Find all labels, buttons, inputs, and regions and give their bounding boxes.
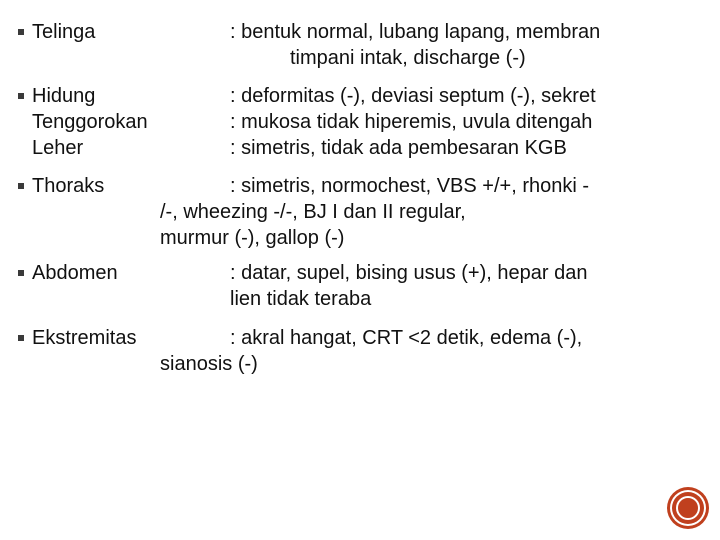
- item-label-tenggorokan: Tenggorokan: [32, 111, 148, 133]
- bullet-icon: [18, 335, 24, 341]
- item-text-telinga-2: timpani intak, discharge (-): [290, 47, 526, 69]
- item-label-abdomen: Abdomen: [32, 262, 118, 284]
- item-text-tenggorokan: : mukosa tidak hiperemis, uvula ditengah: [230, 111, 593, 133]
- bullet-icon: [18, 29, 24, 35]
- circle-nav-icon[interactable]: [670, 490, 706, 526]
- item-label-ekstremitas: Ekstremitas: [32, 327, 137, 349]
- item-text-thoraks-1: : simetris, normochest, VBS +/+, rhonki -: [230, 175, 590, 197]
- item-label-thoraks: Thoraks: [32, 175, 105, 197]
- item-label-leher: Leher: [32, 137, 84, 159]
- item-text-leher: : simetris, tidak ada pembesaran KGB: [230, 137, 567, 159]
- bullet-icon: [18, 183, 24, 189]
- item-text-thoraks-3: murmur (-), gallop (-): [160, 227, 345, 249]
- item-text-abdomen-1: : datar, supel, bising usus (+), hepar dan: [230, 262, 588, 284]
- bullet-icon: [18, 270, 24, 276]
- item-text-thoraks-2: /-, wheezing -/-, BJ I dan II regular,: [160, 201, 466, 223]
- bullet-icon: [18, 93, 24, 99]
- item-text-ekstremitas-2: sianosis (-): [160, 353, 258, 375]
- item-text-ekstremitas-1: : akral hangat, CRT <2 detik, edema (-),: [230, 327, 583, 349]
- item-text-hidung: : deformitas (-), deviasi septum (-), sekret: [230, 85, 596, 107]
- item-text-abdomen-2: lien tidak teraba: [230, 288, 372, 310]
- item-label-telinga: Telinga: [32, 21, 96, 43]
- item-text-telinga-1: : bentuk normal, lubang lapang, membran: [230, 21, 601, 43]
- item-label-hidung: Hidung: [32, 85, 96, 107]
